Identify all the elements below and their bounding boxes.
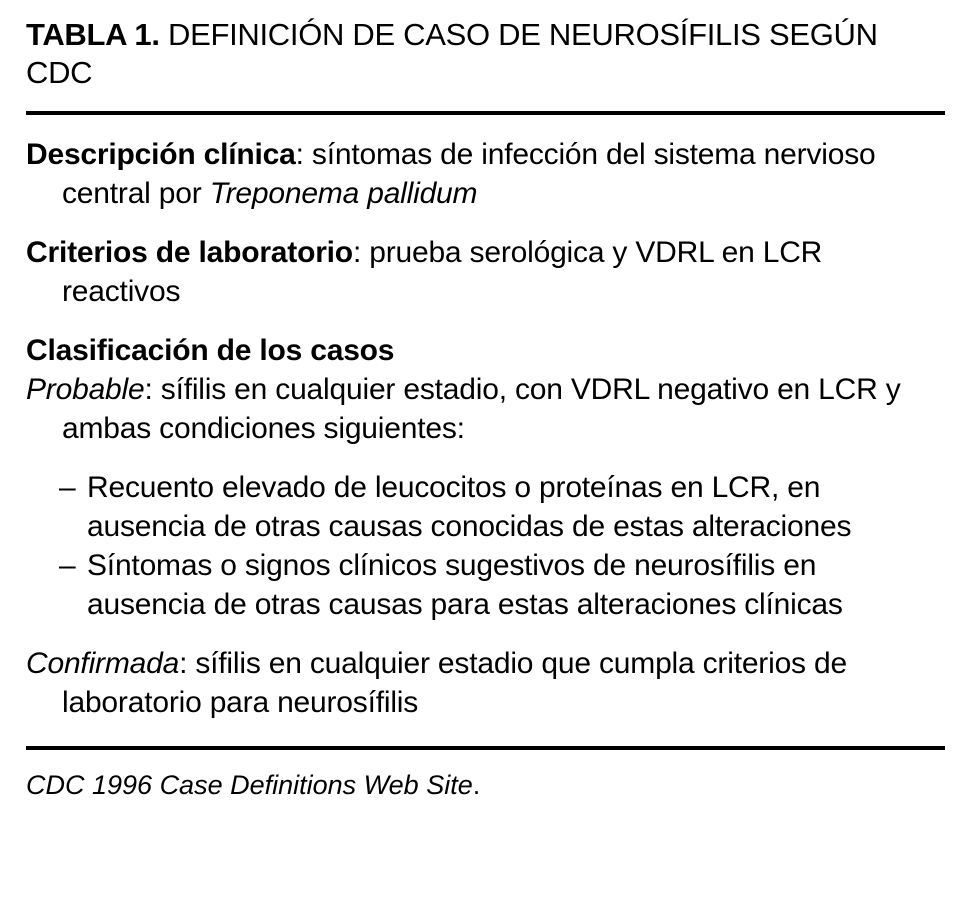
dash-marker: – bbox=[59, 471, 76, 504]
probable-label: Probable bbox=[26, 373, 145, 406]
lab-text: : prueba serológica y VDRL en LCR reactivos bbox=[62, 236, 823, 308]
condition-item bbox=[26, 468, 921, 546]
clinical-text: : síntomas de infección del sistema nervioso central por bbox=[62, 138, 876, 210]
source-text: CDC 1996 Case Definitions Web Site bbox=[26, 770, 473, 800]
probable-conditions-list bbox=[26, 468, 946, 624]
table-content bbox=[26, 115, 946, 722]
classification-heading: Clasificación de los casos bbox=[26, 334, 395, 367]
confirmed-case bbox=[26, 644, 946, 722]
condition-text: Recuento elevado de leucocitos o proteínas en LCR, en ausencia de otras causas conocidas de estas alteraciones bbox=[87, 471, 852, 543]
table-title-label: TABLA 1. bbox=[26, 17, 160, 52]
spacer bbox=[26, 213, 946, 233]
confirmed-text: : sífilis en cualquier estadio que cumpla criterios de laboratorio para neurosífilis bbox=[62, 647, 847, 719]
table-container bbox=[26, 16, 946, 802]
source-period: . bbox=[472, 770, 481, 800]
clinical-description bbox=[26, 135, 946, 213]
table-title-text: DEFINICIÓN DE CASO DE NEUROSÍFILIS SEGÚN CDC bbox=[26, 17, 878, 90]
table-source bbox=[26, 768, 946, 802]
condition-item bbox=[26, 546, 921, 624]
spacer bbox=[26, 624, 946, 644]
confirmed-label: Confirmada bbox=[26, 647, 180, 680]
spacer bbox=[26, 311, 946, 331]
lab-heading: Criterios de laboratorio bbox=[26, 236, 353, 269]
condition-text: Síntomas o signos clínicos sugestivos de neurosífilis en ausencia de otras causas para estas alteraciones clínicas bbox=[87, 549, 843, 621]
probable-text: : sífilis en cualquier estadio, con VDRL negativo en LCR y ambas condiciones siguientes: bbox=[62, 373, 901, 445]
clinical-heading: Descripción clínica bbox=[26, 138, 296, 171]
table-title bbox=[26, 16, 946, 92]
lab-criteria bbox=[26, 233, 946, 311]
probable-case bbox=[26, 370, 946, 448]
clinical-organism: Treponema pallidum bbox=[209, 177, 478, 210]
dash-marker: – bbox=[59, 549, 76, 582]
bottom-rule bbox=[26, 746, 945, 750]
